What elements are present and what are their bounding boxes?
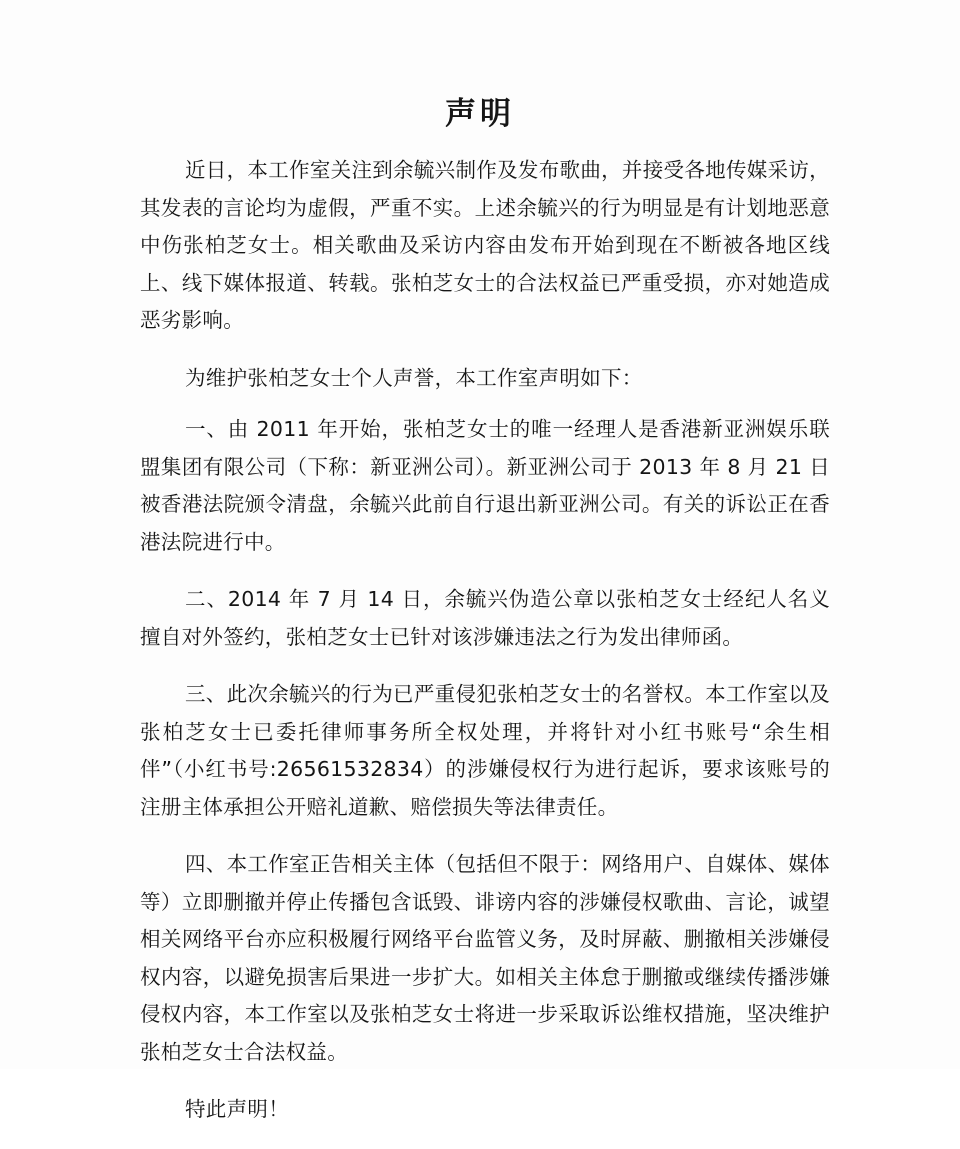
paragraph-point-three: 三、此次余毓兴的行为已严重侵犯张柏芝女士的名誉权。本工作室以及张柏芝女士已委托律师事务所全权处理，并将针对小红书账号“余生相伴”（小红书号:26561532834）的涉嫌侵权行为进行起诉，要求该账号的注册主体承担公开赔礼道歉、赔偿损失等法律责任。: [140, 682, 830, 819]
paragraph-point-one: 一、由 2011 年开始，张柏芝女士的唯一经理人是香港新亚洲娱乐联盟集团有限公司（下称：新亚洲公司）。新亚洲公司于 2013 年 8 月 21 日被香港法院颁令清盘，余毓兴此前自行退出新亚洲公司。有关的诉讼正在香港法院进行中。: [140, 417, 830, 554]
paragraph-point-four: 四、本工作室正告相关主体（包括但不限于：网络用户、自媒体、媒体等）立即删撤并停止传播包含诋毁、诽谤内容的涉嫌侵权歌曲、言论，诚望相关网络平台亦应积极履行网络平台监管义务，及时屏蔽、删撤相关涉嫌侵权内容，以避免损害后果进一步扩大。如相关主体怠于删撤或继续传播涉嫌侵权内容，本工作室以及张柏芝女士将进一步采取诉讼维权措施，坚决维护张柏芝女士合法权益。: [140, 852, 830, 1064]
paragraph-intro: 近日，本工作室关注到余毓兴制作及发布歌曲，并接受各地传媒采访，其发表的言论均为虚假，严重不实。上述余毓兴的行为明显是有计划地恶意中伤张柏芝女士。相关歌曲及采访内容由发布开始到现在不断被各地区线上、线下媒体报道、转载。张柏芝女士的合法权益已严重受损，亦对她造成恶劣影响。: [140, 158, 830, 332]
paragraph-point-two: 二、2014 年 7 月 14 日，余毓兴伪造公章以张柏芝女士经纪人名义擅自对外签约，张柏芝女士已针对该涉嫌违法之行为发出律师函。: [140, 587, 830, 649]
statement-body: [140, 152, 830, 1149]
page-title: 声明: [445, 96, 515, 132]
paragraph-declaration-lead: 为维护张柏芝女士个人声誉，本工作室声明如下：: [185, 365, 643, 390]
paragraph-closing: 特此声明！: [185, 1097, 289, 1121]
